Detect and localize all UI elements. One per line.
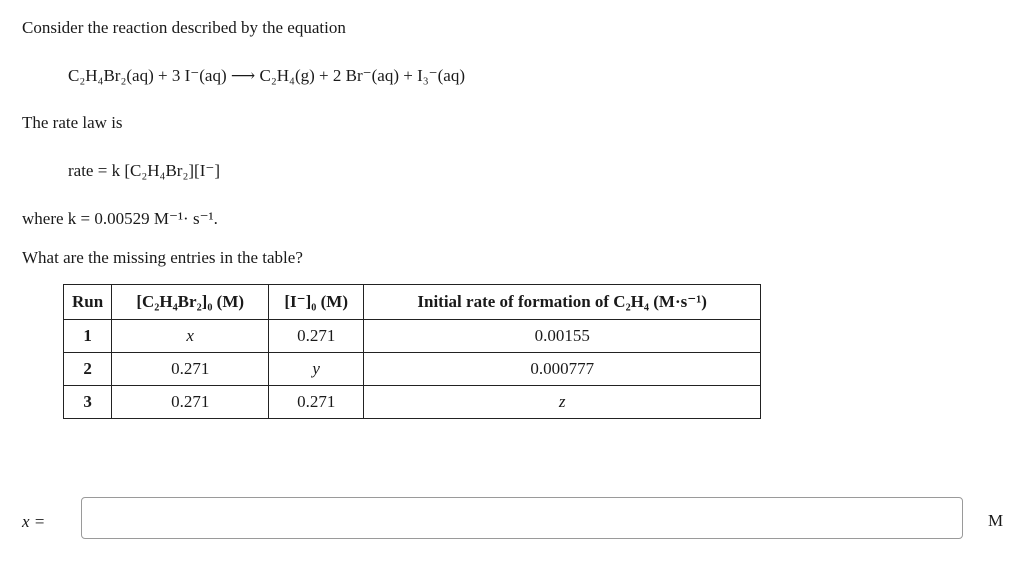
cell-rate: 0.000777 (364, 353, 761, 386)
cell-rate: z (364, 386, 761, 419)
cell-iodide: 0.271 (269, 386, 364, 419)
answer-unit: M (988, 511, 1004, 530)
data-table (63, 284, 761, 419)
header-iodide: [I⁻]₀ (M) (269, 285, 364, 320)
eq-product-2: 2 Br⁻(aq) (332, 66, 399, 85)
cell-run: 3 (64, 386, 112, 419)
header-c2h4br2: [C₂H₄Br₂]₀ (M) (112, 285, 269, 320)
rate-law-intro: The rate law is (22, 113, 123, 132)
eq-reactant-2: 3 I⁻(aq) (171, 66, 227, 85)
reaction-equation (68, 66, 465, 86)
header-rate: Initial rate of formation of C₂H₄ (M·s⁻¹) (364, 285, 761, 320)
table-row (64, 353, 761, 386)
answer-label: x = (22, 512, 46, 531)
x-answer-input[interactable] (81, 497, 963, 539)
cell-iodide: y (269, 353, 364, 386)
cell-run: 2 (64, 353, 112, 386)
table-header-row (64, 285, 761, 320)
eq-product-1: C₂H₄(g) (259, 66, 315, 85)
table-row (64, 320, 761, 353)
cell-c2h4br2: 0.271 (112, 353, 269, 386)
eq-plus-1: + (158, 66, 168, 85)
header-run: Run (64, 285, 112, 320)
eq-plus-3: + (403, 66, 413, 85)
cell-rate: 0.00155 (364, 320, 761, 353)
cell-c2h4br2: x (112, 320, 269, 353)
eq-plus-2: + (319, 66, 329, 85)
table-row (64, 386, 761, 419)
eq-product-3: I₃⁻(aq) (417, 66, 466, 85)
cell-run: 1 (64, 320, 112, 353)
question-text: What are the missing entries in the table? (22, 248, 303, 267)
rate-law-equation: rate = k [C₂H₄Br₂][I⁻] (68, 161, 220, 180)
rate-constant-text: where k = 0.00529 M⁻¹· s⁻¹. (22, 209, 218, 228)
eq-reactant-1: C₂H₄Br₂(aq) (68, 66, 154, 85)
cell-c2h4br2: 0.271 (112, 386, 269, 419)
cell-iodide: 0.271 (269, 320, 364, 353)
intro-text: Consider the reaction described by the equation (22, 18, 346, 37)
eq-arrow: ⟶ (230, 66, 256, 85)
